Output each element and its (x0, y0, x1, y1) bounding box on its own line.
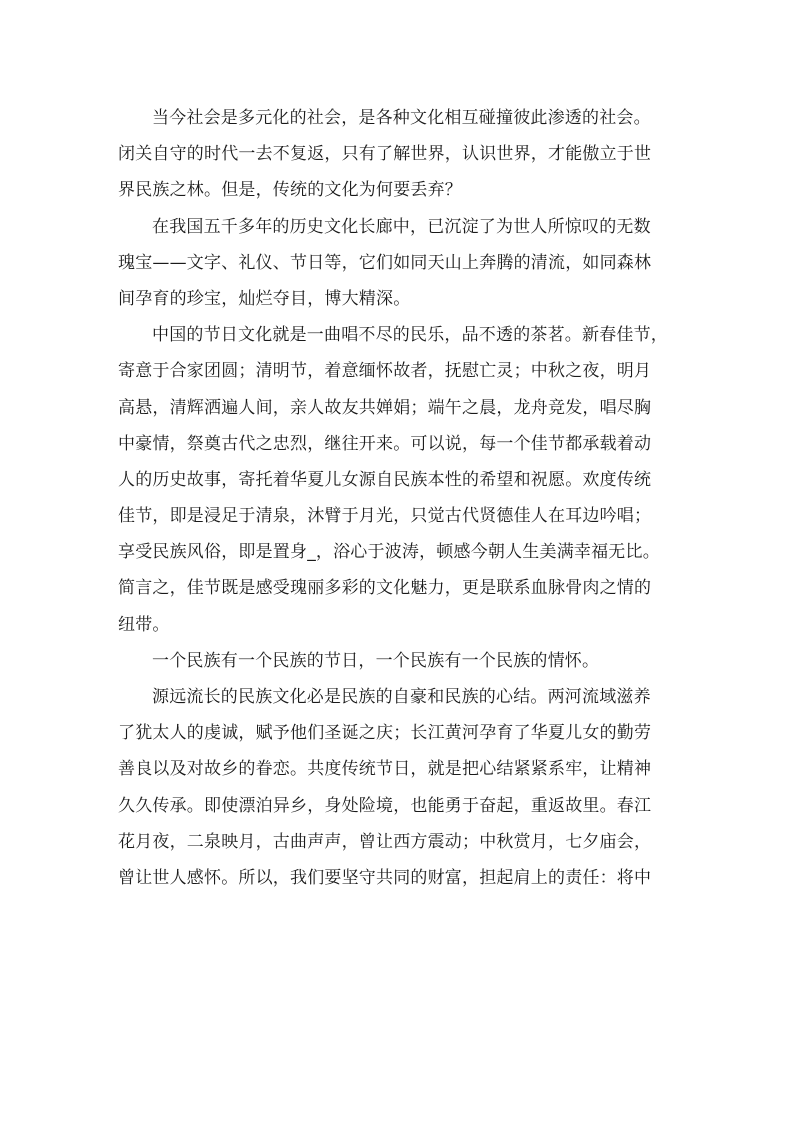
text-line: 善良以及对故乡的眷恋。共度传统节日，就是把心结紧紧系牢，让精神 (118, 759, 652, 780)
paragraph-first-line: 源远流长的民族文化必是民族的自豪和民族的心结。两河流域滋养 (152, 687, 651, 707)
paragraph-first-line: 当今社会是多元化的社会，是各种文化相互碰撞彼此渗透的社会。 (152, 108, 651, 128)
text-line: 闭关自守的时代一去不复返，只有了解世界，认识世界，才能傲立于世 (118, 144, 652, 165)
paragraph-first-line: 在我国五千多年的历史文化长廊中，已沉淀了为世人所惊叹的无数 (152, 216, 651, 237)
paragraph-first-line: 中国的节日文化就是一曲唱不尽的民乐，品不透的茶茗。新春佳节， (152, 325, 668, 346)
text-line: 纽带。 (118, 614, 170, 635)
text-line: 瑰宝——文字、礼仪、节日等，它们如同天山上奔腾的清流，如同森林 (118, 252, 652, 273)
text-line: 中豪情，祭奠古代之忠烈，继往开来。可以说，每一个佳节都承载着动 (118, 433, 652, 454)
text-line: 享受民族风俗，即是置身_，浴心于波涛，顿感今朝人生美满幸福无比。 (118, 542, 660, 563)
text-line: 间孕育的珍宝，灿烂夺目，博大精深。 (118, 288, 411, 309)
text-line: 久久传承。即使漂泊异乡，身处险境，也能勇于奋起，重返故里。春江 (118, 795, 652, 816)
text-line: 了犹太人的虔诚，赋予他们圣诞之庆；长江黄河孕育了华夏儿女的勤劳 (118, 723, 652, 744)
text-line: 人的历史故事，寄托着华夏儿女源自民族本性的希望和祝愿。欢度传统 (118, 469, 652, 490)
text-line: 界民族之林。但是，传统的文化为何要丢弃？ (118, 180, 462, 201)
text-line: 寄意于合家团圆；清明节，着意缅怀故者，抚慰亡灵；中秋之夜，明月 (118, 361, 652, 382)
text-line: 简言之，佳节既是感受瑰丽多彩的文化魅力，更是联系血脉骨肉之情的 (118, 578, 652, 599)
text-line: 佳节，即是浸足于清泉，沐臂于月光，只觉古代贤德佳人在耳边吟唱； (118, 506, 652, 527)
text-line: 花月夜，二泉映月，古曲声声，曾让西方震动；中秋赏月，七夕庙会， (118, 831, 652, 852)
text-line: 曾让世人感怀。所以，我们要坚守共同的财富，担起肩上的责任：将中 (118, 867, 652, 888)
essay-body (118, 100, 678, 896)
paragraph-first-line: 一个民族有一个民族的节日，一个民族有一个民族的情怀。 (152, 650, 600, 671)
text-line: 高悬，清辉洒遍人间，亲人故友共婵娟；端午之晨，龙舟竞发，唱尽胸 (118, 397, 652, 418)
